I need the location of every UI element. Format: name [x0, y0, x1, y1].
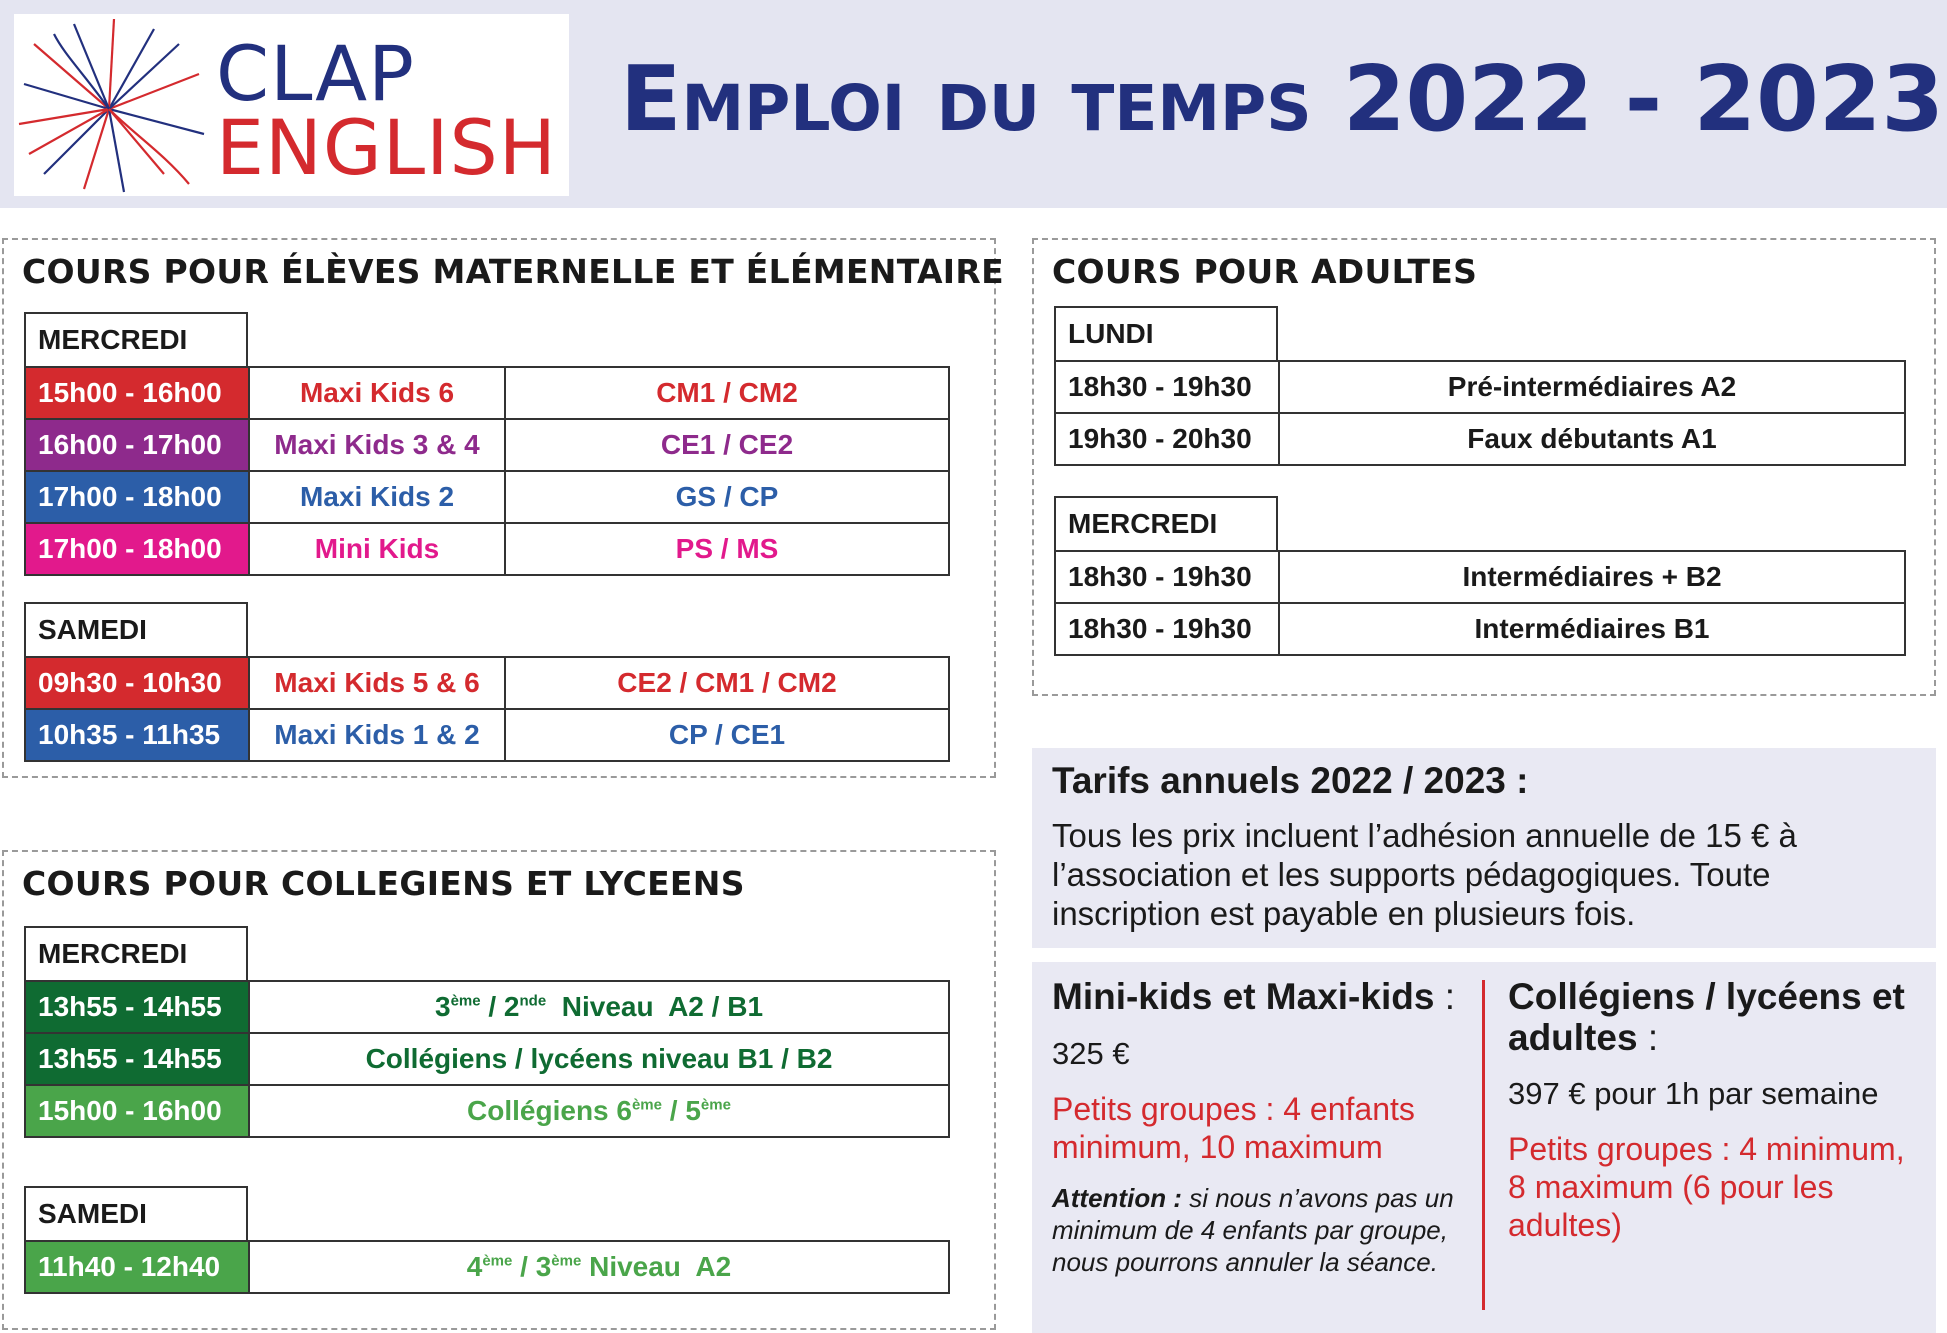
secondary-title: COURS POUR COLLEGIENS ET LYCEENS	[22, 864, 745, 903]
logo-clap-text: CLAP	[216, 29, 415, 118]
table-row	[25, 367, 949, 419]
time-cell: 18h30 - 19h30	[1055, 551, 1279, 603]
level-cell: Collégiens / lycéens niveau B1 / B2	[249, 1033, 949, 1085]
table-row	[25, 1085, 949, 1137]
level-text-a: Collégiens 6	[467, 1095, 632, 1126]
primary-mercredi-label: MERCREDI	[24, 312, 248, 368]
time-cell: 18h30 - 19h30	[1055, 603, 1279, 655]
level-cell: Faux débutants A1	[1279, 413, 1905, 465]
tarifs-heading: Tarifs annuels 2022 / 2023 :	[1052, 760, 1529, 801]
table-row	[1055, 361, 1905, 413]
level-cell: CM1 / CM2	[505, 367, 949, 419]
logo-english-text: ENGLISH	[216, 103, 557, 192]
level-cell: CE1 / CE2	[505, 419, 949, 471]
kids-tarif-heading	[1052, 976, 1455, 1018]
teens-heading-text: Collégiens / lycéens et adultes	[1508, 976, 1905, 1058]
adults-mercredi-table	[1054, 550, 1906, 656]
table-row	[25, 419, 949, 471]
level-sup-b: nde	[519, 992, 547, 1010]
level-cell: GS / CP	[505, 471, 949, 523]
level-text-a: 3	[434, 991, 451, 1022]
table-row	[1055, 603, 1905, 655]
secondary-mercredi-table	[24, 980, 950, 1138]
time-cell: 13h55 - 14h55	[25, 1033, 249, 1085]
table-row	[25, 471, 949, 523]
time-cell: 18h30 - 19h30	[1055, 361, 1279, 413]
secondary-samedi-table	[24, 1240, 950, 1294]
table-row	[25, 1033, 949, 1085]
level-sup-a: ème	[482, 1252, 513, 1270]
secondary-mercredi-label: MERCREDI	[24, 926, 248, 982]
primary-title: COURS POUR ÉLÈVES MATERNELLE ET ÉLÉMENTAIRE	[22, 252, 1004, 291]
time-cell: 17h00 - 18h00	[25, 471, 249, 523]
level-text-c: Niveau A2 / B1	[546, 991, 764, 1022]
time-cell: 09h30 - 10h30	[25, 657, 249, 709]
level-text-b: / 2	[480, 991, 520, 1022]
tarifs-divider	[1482, 980, 1485, 1310]
table-row	[25, 709, 949, 761]
table-row	[25, 981, 949, 1033]
group-cell: Maxi Kids 5 & 6	[249, 657, 505, 709]
time-cell: 11h40 - 12h40	[25, 1241, 249, 1293]
level-sup-b: ème	[700, 1096, 731, 1114]
level-cell: Intermédiaires + B2	[1279, 551, 1905, 603]
table-row	[1055, 413, 1905, 465]
time-cell: 15h00 - 16h00	[25, 367, 249, 419]
adults-lundi-label: LUNDI	[1054, 306, 1278, 362]
group-cell: Mini Kids	[249, 523, 505, 575]
burst-icon	[14, 14, 214, 196]
table-row	[25, 657, 949, 709]
logo	[14, 14, 569, 196]
level-text-c: Niveau A2	[581, 1251, 732, 1282]
time-cell: 16h00 - 17h00	[25, 419, 249, 471]
level-cell: CE2 / CM1 / CM2	[505, 657, 949, 709]
kids-price: 325 €	[1052, 1036, 1130, 1071]
level-text-b: / 5	[662, 1095, 701, 1126]
attention-label: Attention :	[1052, 1183, 1182, 1213]
group-cell: Maxi Kids 2	[249, 471, 505, 523]
adults-title: COURS POUR ADULTES	[1052, 252, 1478, 291]
kids-heading-colon: :	[1434, 976, 1455, 1017]
level-cell: PS / MS	[505, 523, 949, 575]
table-row	[1055, 551, 1905, 603]
time-cell: 15h00 - 16h00	[25, 1085, 249, 1137]
time-cell: 13h55 - 14h55	[25, 981, 249, 1033]
group-cell: Maxi Kids 6	[249, 367, 505, 419]
level-text-b: / 3	[512, 1251, 552, 1282]
secondary-samedi-label: SAMEDI	[24, 1186, 248, 1242]
time-cell: 10h35 - 11h35	[25, 709, 249, 761]
level-cell: Intermédiaires B1	[1279, 603, 1905, 655]
tarifs-body: Tous les prix incluent l’adhésion annuelle de 15 € à l’association et les supports pédagogiques. Toute inscription est payable en plusieurs fois.	[1052, 817, 1797, 932]
level-cell	[249, 981, 949, 1033]
teens-tarif-heading	[1508, 976, 1918, 1058]
level-cell	[249, 1241, 949, 1293]
teens-groups: Petits groupes : 4 minimum, 8 maximum (6 pour les adultes)	[1508, 1131, 1905, 1243]
primary-samedi-table	[24, 656, 950, 762]
level-sup-a: ème	[450, 992, 481, 1010]
primary-mercredi-table	[24, 366, 950, 576]
page-title: Emploi du temps 2022 - 2023	[620, 47, 1944, 152]
teens-price: 397 € pour 1h par semaine	[1508, 1076, 1879, 1111]
primary-samedi-label: SAMEDI	[24, 602, 248, 658]
kids-groups: Petits groupes : 4 enfants minimum, 10 maximum	[1052, 1091, 1415, 1165]
level-cell	[249, 1085, 949, 1137]
level-text-a: 4	[466, 1251, 483, 1282]
time-cell: 17h00 - 18h00	[25, 523, 249, 575]
kids-attention	[1052, 1182, 1462, 1278]
level-cell: CP / CE1	[505, 709, 949, 761]
teens-heading-colon: :	[1637, 1017, 1659, 1058]
level-sup-b: ème	[551, 1252, 582, 1270]
attention-text: si nous n’avons pas un minimum de 4 enfants par groupe, nous pourrons annuler la séance.	[1052, 1183, 1454, 1277]
adults-mercredi-label: MERCREDI	[1054, 496, 1278, 552]
level-sup-a: ème	[631, 1096, 662, 1114]
group-cell: Maxi Kids 3 & 4	[249, 419, 505, 471]
table-row	[25, 523, 949, 575]
kids-heading-text: Mini-kids et Maxi-kids	[1052, 976, 1435, 1017]
adults-lundi-table	[1054, 360, 1906, 466]
table-row	[25, 1241, 949, 1293]
level-cell: Pré-intermédiaires A2	[1279, 361, 1905, 413]
group-cell: Maxi Kids 1 & 2	[249, 709, 505, 761]
time-cell: 19h30 - 20h30	[1055, 413, 1279, 465]
